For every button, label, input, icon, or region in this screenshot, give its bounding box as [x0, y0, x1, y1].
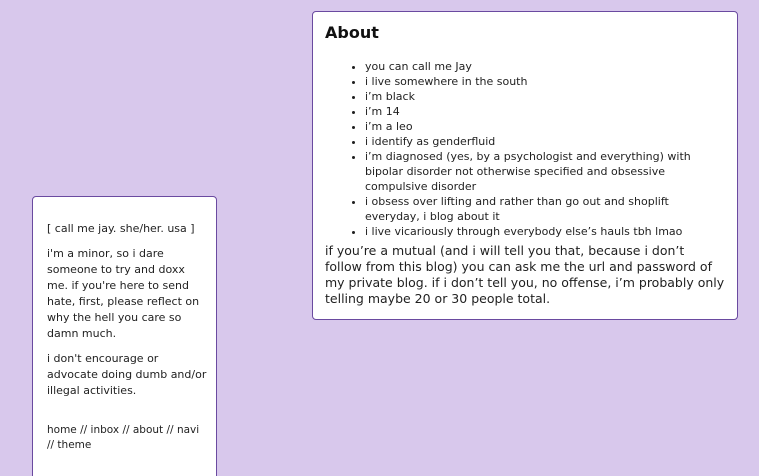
about-list-item: • you can call me Jay: [365, 59, 725, 74]
nav-link-inbox[interactable]: inbox: [90, 424, 120, 436]
nav-separator: //: [163, 424, 177, 436]
nav-separator: //: [76, 424, 91, 436]
nav-link-navi[interactable]: navi: [176, 424, 200, 436]
about-list-item: • i live vicariously through everybody else’s hauls tbh lmao: [365, 224, 725, 239]
about-note: if you’re a mutual (and i will tell you that, because i don’t follow from this blog) you can ask me the url and password of my private blog. if i don’t tell you, no offense, i’m probably only telling maybe 20 or 30 people total.: [325, 243, 725, 306]
about-title: About: [325, 23, 379, 42]
nav-link-theme[interactable]: theme: [57, 439, 92, 451]
sidebar-disclaimer: i don't encourage or advocate doing dumb and/or illegal activities.: [47, 352, 207, 397]
nav-link-about[interactable]: about: [132, 424, 164, 436]
sidebar-title: [ call me jay. she/her. usa ]: [47, 222, 195, 235]
nav-link-home[interactable]: home: [47, 424, 77, 436]
sidebar-description: i'm a minor, so i dare someone to try and doxx me. if you're here to send hate, first, please reflect on why the hell you care so damn much.: [47, 247, 200, 340]
about-list-item: • i’m black: [365, 89, 725, 104]
sidebar-card: [32, 196, 217, 476]
about-list-item: • i’m a leo: [365, 119, 725, 134]
nav-separator: //: [119, 424, 133, 436]
about-list: [325, 59, 725, 239]
about-list-item: • i’m 14: [365, 104, 725, 119]
sidebar-nav: [47, 423, 206, 453]
about-list-item: • i obsess over lifting and rather than go out and shoplift everyday, i blog about it: [365, 194, 725, 224]
about-list-item: • i’m diagnosed (yes, by a psychologist and everything) with bipolar disorder not otherwise specified and obsessive compulsive disorder: [365, 149, 725, 194]
about-list-item: • i live somewhere in the south: [365, 74, 725, 89]
about-list-item: • i identify as genderfluid: [365, 134, 725, 149]
nav-separator: //: [47, 439, 58, 451]
about-card: [312, 11, 738, 320]
